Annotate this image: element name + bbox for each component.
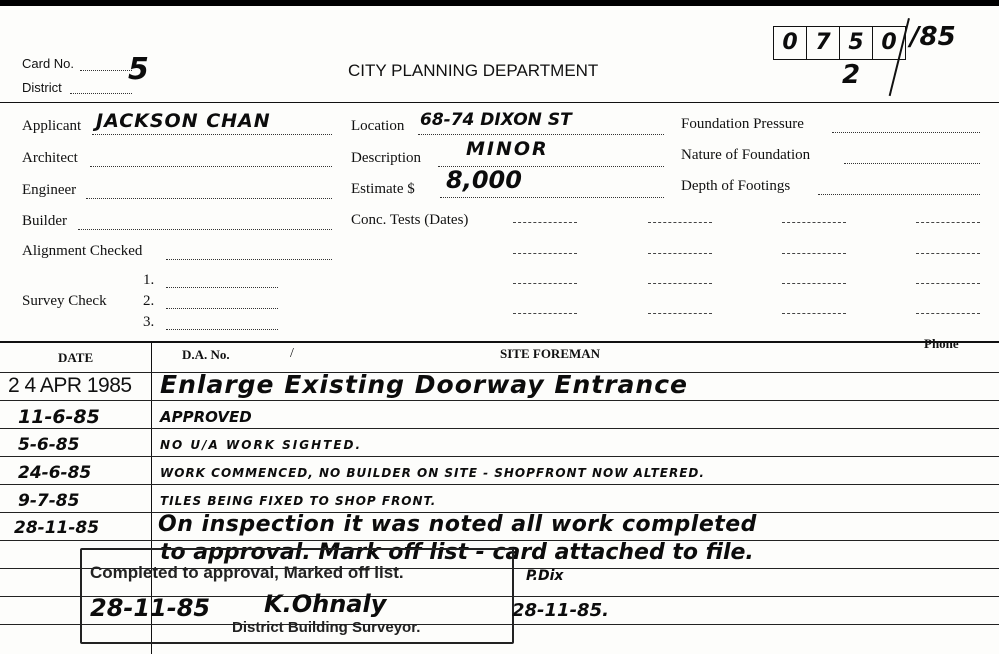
survey-line [166, 287, 278, 288]
date-header: DATE [58, 350, 94, 365]
conc-test-line [916, 283, 980, 284]
architect-label: Architect [22, 150, 78, 166]
conc-test-line [782, 283, 846, 284]
conc-tests-label: Conc. Tests (Dates) [351, 212, 469, 228]
architect-line [90, 166, 332, 167]
header-divider [0, 102, 999, 103]
conc-test-line [916, 253, 980, 254]
district-value: 5 [128, 52, 149, 87]
log-rule [0, 400, 999, 401]
conc-test-line [513, 253, 577, 254]
nature-of-foundation-label: Nature of Foundation [681, 147, 811, 163]
description-value: MINOR [466, 138, 549, 160]
depth-of-footings-label: Depth of Footings [681, 178, 791, 194]
log-entry-text: APPROVED [160, 408, 252, 426]
log-entry-date: 5-6-85 [18, 435, 80, 455]
log-rule [0, 484, 999, 485]
estimate-line [440, 197, 664, 198]
conc-test-line [648, 283, 712, 284]
ref-box: 7 [807, 26, 840, 60]
log-entry-text: NO U/A WORK SIGHTED. [160, 438, 363, 452]
top-border [0, 0, 999, 6]
builder-line [78, 229, 332, 230]
da-no-header: D.A. No. [182, 347, 230, 362]
conc-test-line [513, 222, 577, 223]
nature-of-foundation-line [844, 163, 980, 164]
log-rule [0, 428, 999, 429]
survey-line [166, 308, 278, 309]
location-label: Location [351, 118, 405, 134]
conc-test-line [916, 222, 980, 223]
conc-test-line [513, 313, 577, 314]
ref-box: 5 [840, 26, 873, 60]
log-top-divider [0, 341, 999, 343]
foundation-pressure-label: Foundation Pressure [681, 116, 804, 132]
stamp-line-1: Completed to approval, Marked off list. [90, 563, 404, 582]
depth-of-footings-line [818, 194, 980, 195]
log-entry-date: 11-6-85 [18, 406, 100, 428]
conc-test-line [648, 313, 712, 314]
conc-test-line [648, 222, 712, 223]
location-value: 68-74 DIXON ST [420, 110, 572, 130]
log-entry-text: WORK COMMENCED, NO BUILDER ON SITE - SHOPFRONT NOW ALTERED. [160, 466, 705, 480]
estimate-value: 8,000 [446, 166, 522, 194]
log-rule [0, 456, 999, 457]
log-entry-text: Enlarge Existing Doorway Entrance [160, 370, 688, 399]
estimate-label: Estimate $ [351, 181, 415, 197]
conc-test-line [648, 253, 712, 254]
stamp-date-right: 28-11-85. [512, 600, 609, 621]
ref-box: 0 [773, 26, 807, 60]
conc-test-line [916, 313, 980, 314]
ref-sub-number: 2 [842, 60, 861, 90]
stamp-line-3: District Building Surveyor. [232, 619, 421, 636]
foundation-pressure-line [832, 132, 980, 133]
engineer-label: Engineer [22, 182, 77, 198]
da-no-slash: / [290, 346, 294, 361]
alignment-line [166, 259, 332, 260]
stamp-initials: P.Dix [526, 568, 564, 584]
ref-suffix: /85 [910, 22, 956, 52]
builder-label: Builder [22, 213, 67, 229]
log-entry-date: 28-11-85 [14, 518, 100, 538]
log-entry-text: TILES BEING FIXED TO SHOP FRONT. [160, 494, 437, 508]
log-entry-date: 9-7-85 [18, 491, 80, 511]
survey-num: 1. [143, 272, 155, 288]
reference-number-boxes [773, 26, 906, 60]
survey-num: 3. [143, 314, 155, 330]
card-no-label: Card No. [22, 56, 75, 71]
survey-line [166, 329, 278, 330]
conc-test-line [782, 253, 846, 254]
alignment-label: Alignment Checked [22, 243, 143, 259]
stamp-date: 28-11-85 [90, 594, 211, 622]
conc-test-line [782, 313, 846, 314]
survey-num: 2. [143, 293, 155, 309]
site-foreman-header: SITE FOREMAN [500, 346, 601, 361]
ref-box: 0 [873, 26, 906, 60]
log-entry-text: On inspection it was noted all work completed [158, 512, 757, 537]
log-entry-text: to approval. Mark off list - card attached to file. [160, 540, 754, 565]
applicant-line [92, 134, 332, 135]
engineer-line [86, 198, 332, 199]
description-label: Description [351, 150, 421, 166]
conc-test-line [513, 283, 577, 284]
applicant-value: JACKSON CHAN [96, 110, 271, 132]
stamp-signature: K.Ohnaly [264, 590, 387, 618]
log-entry-date: 2 4 APR 1985 [8, 374, 132, 397]
applicant-label: Applicant [22, 118, 82, 134]
phone-header: Phone [924, 336, 959, 351]
survey-check-label: Survey Check [22, 293, 107, 309]
log-entry-date: 24-6-85 [18, 463, 92, 483]
location-line [418, 134, 664, 135]
district-label: District [22, 80, 62, 95]
page-title: CITY PLANNING DEPARTMENT [348, 61, 599, 80]
card-no-line [80, 70, 132, 71]
district-line [70, 93, 132, 94]
conc-test-line [782, 222, 846, 223]
